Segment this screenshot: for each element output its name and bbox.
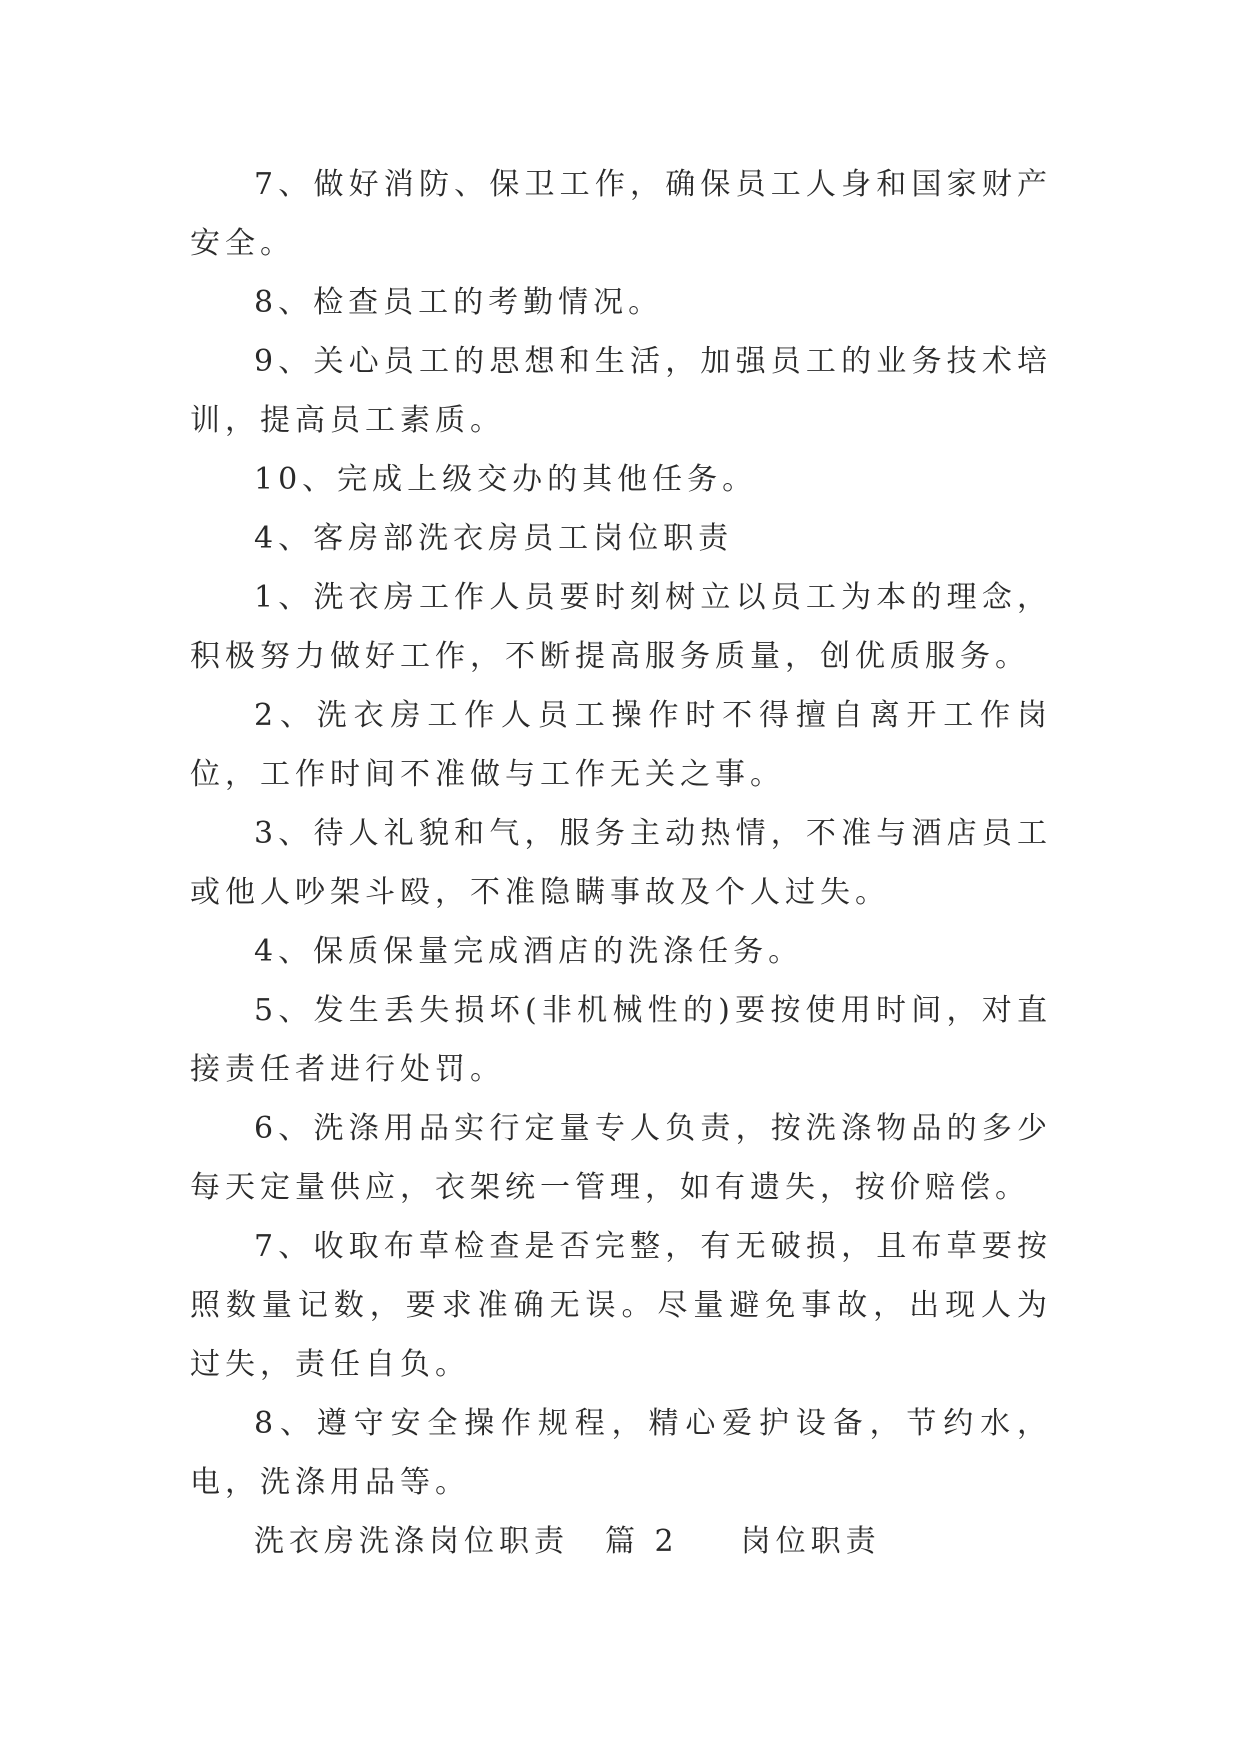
- paragraph-duty-8: 8、遵守安全操作规程，精心爱护设备，节约水，电，洗涤用品等。: [190, 1406, 1052, 1500]
- document-body: [190, 155, 1052, 1571]
- next-section-heading: [190, 1512, 1052, 1571]
- next-section-part: 篇 2: [605, 1524, 679, 1559]
- paragraph-duty-7: 7、收取布草检查是否完整，有无破损，且布草要按照数量记数，要求准确无误。尽量避免事故，出现人为过失，责任自负。: [190, 1229, 1052, 1382]
- paragraph-duty-1: 1、洗衣房工作人员要时刻树立以员工为本的理念，积极努力做好工作，不断提高服务质量，创优质服务。: [190, 580, 1052, 674]
- next-section-title: 洗衣房洗涤岗位职责: [254, 1524, 569, 1559]
- paragraph-item-10-other-tasks: 10、完成上级交办的其他任务。: [254, 462, 758, 497]
- paragraph-duty-3: 3、待人礼貌和气，服务主动热情，不准与酒店员工或他人吵架斗殴，不准隐瞒事故及个人过失。: [190, 816, 1052, 910]
- paragraph-duty-4: 4、保质保量完成酒店的洗涤任务。: [254, 934, 804, 969]
- paragraph-item-8-attendance: 8、检查员工的考勤情况。: [254, 285, 664, 320]
- paragraph-item-9-staff-care: 9、关心员工的思想和生活，加强员工的业务技术培训，提高员工素质。: [190, 344, 1052, 438]
- paragraph-duty-2: 2、洗衣房工作人员工操作时不得擅自离开工作岗位，工作时间不准做与工作无关之事。: [190, 698, 1052, 792]
- section-heading-laundry-duties: 4、客房部洗衣房员工岗位职责: [254, 521, 734, 556]
- paragraph-item-7-fire-security: 7、做好消防、保卫工作，确保员工人身和国家财产安全。: [190, 167, 1052, 261]
- next-section-subtitle: 岗位职责: [740, 1524, 881, 1559]
- paragraph-duty-6: 6、洗涤用品实行定量专人负责，按洗涤物品的多少每天定量供应，衣架统一管理，如有遗失，按价赔偿。: [190, 1111, 1052, 1205]
- paragraph-duty-5: 5、发生丢失损坏(非机械性的)要按使用时间，对直接责任者进行处罚。: [190, 993, 1052, 1087]
